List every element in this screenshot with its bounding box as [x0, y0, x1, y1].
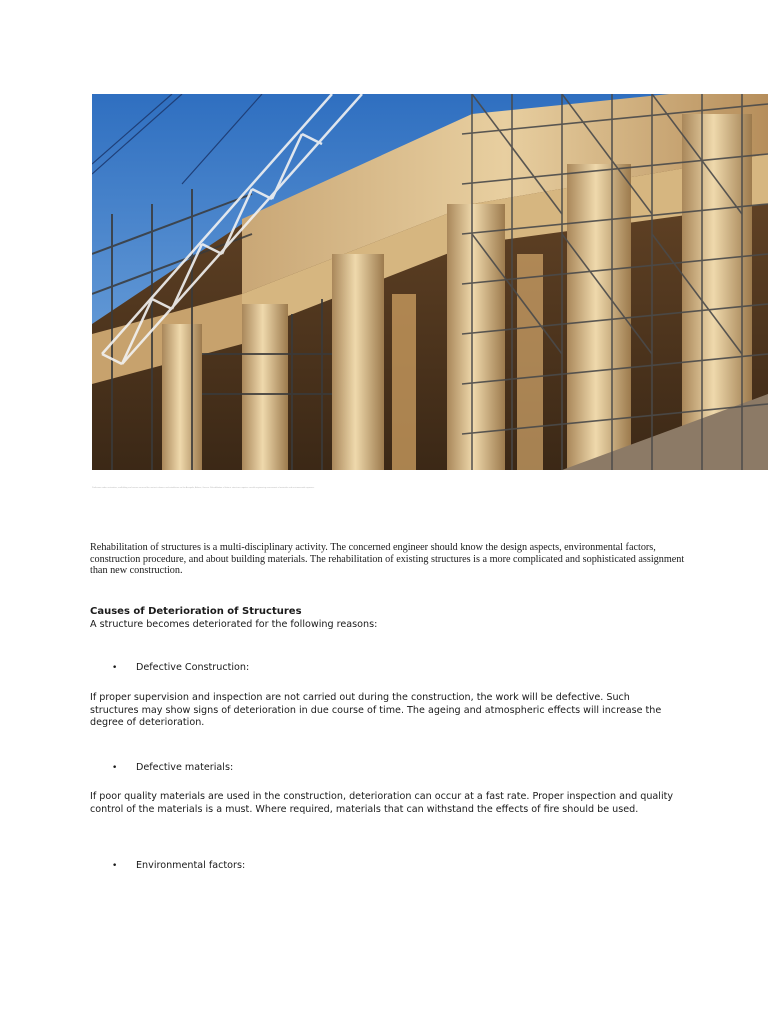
intro-paragraph: Rehabilitation of structures is a multi-disciplinary activity. The concerned engineer should know the design aspects, environmental factors, construction procedure, and about building materials. The rehabilitation of existing structures is a more complicated and sophisticated assignment than new construction.: [90, 542, 685, 577]
parthenon-photo: [92, 94, 768, 470]
bullet-icon: •: [112, 861, 118, 871]
list-item-label: Defective Construction:: [136, 662, 250, 673]
bullet-icon: •: [112, 763, 118, 773]
section-subheading: A structure becomes deteriorated for the following reasons:: [90, 619, 378, 630]
paragraph: If proper supervision and inspection are not carried out during the construction, the work will be defective. Such structures may show signs of deterioration in due course of time. The ageing and atmospheric effects will increase the degree of deterioration.: [90, 692, 662, 729]
list-item: [112, 662, 249, 674]
list-item: [112, 762, 233, 774]
image-caption: Parthenon under restoration; scaffolding and cranes surround the ancient columns and entablature on the Acropolis, Athens, Greece. Rehabilitation of historic structures requires careful engineering assessment of materials and environmental exposure.: [92, 487, 315, 489]
list-item: [112, 860, 245, 872]
list-item-label: Environmental factors:: [136, 860, 246, 871]
paragraph: If poor quality materials are used in the construction, deterioration can occur at a fast rate. Proper inspection and quality control of the materials is a must. Where required, materials that can withstand the effects of fire should be used.: [90, 791, 674, 815]
list-item-label: Defective materials:: [136, 762, 234, 773]
bullet-icon: •: [112, 663, 118, 673]
section-heading: Causes of Deterioration of Structures: [90, 606, 302, 617]
